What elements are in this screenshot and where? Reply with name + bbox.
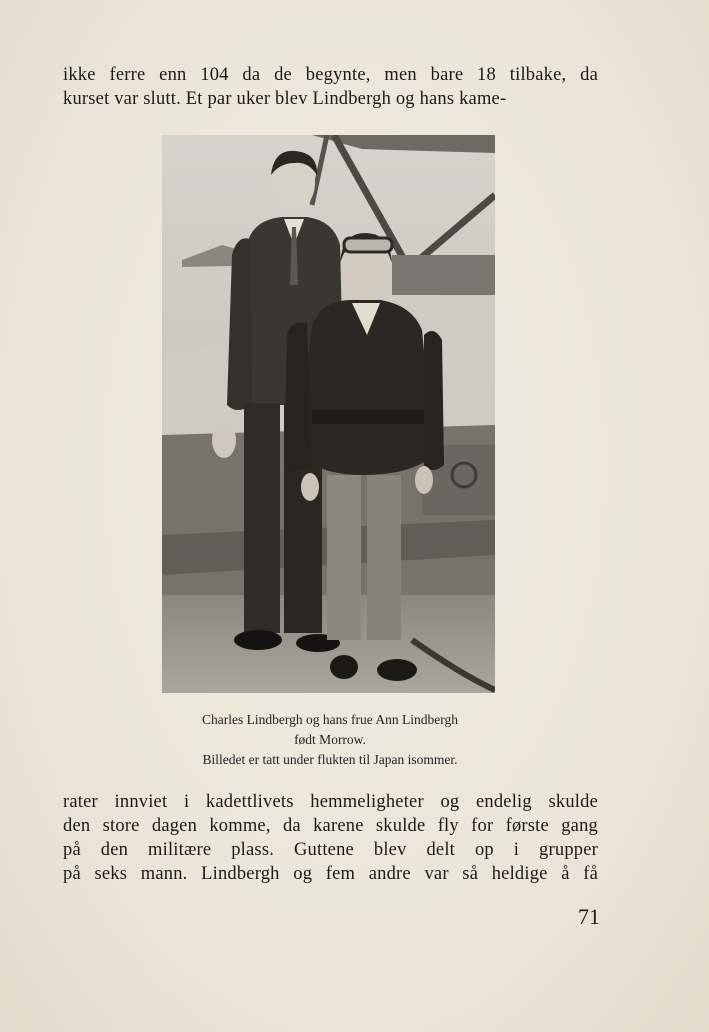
caption-line: Charles Lindbergh og hans frue Ann Lindbergh bbox=[202, 712, 458, 727]
text-line: på den militære plass. Guttene blev delt op i grupper bbox=[63, 840, 598, 860]
caption-line: Billedet er tatt under flukten til Japan isommer. bbox=[202, 752, 458, 767]
text-line: rater innviet i kadettlivets hemmeligheter og endelig skulde bbox=[63, 792, 598, 812]
caption-line: født Morrow. bbox=[294, 732, 366, 747]
top-paragraph bbox=[63, 63, 598, 111]
bottom-paragraph bbox=[63, 790, 598, 886]
text-line: på seks mann. Lindbergh og fem andre var så heldige å få bbox=[63, 864, 598, 884]
photograph-lindbergh-couple bbox=[162, 135, 495, 693]
text-line: ikke ferre enn 104 da de begynte, men bare 18 tilbake, da bbox=[63, 65, 598, 85]
photo-caption bbox=[120, 710, 540, 770]
text-line: kurset var slutt. Et par uker blev Lindbergh og hans kame- bbox=[63, 89, 507, 109]
text-line: den store dagen komme, da karene skulde fly for første gang bbox=[63, 816, 598, 836]
page-number: 71 bbox=[578, 904, 600, 929]
